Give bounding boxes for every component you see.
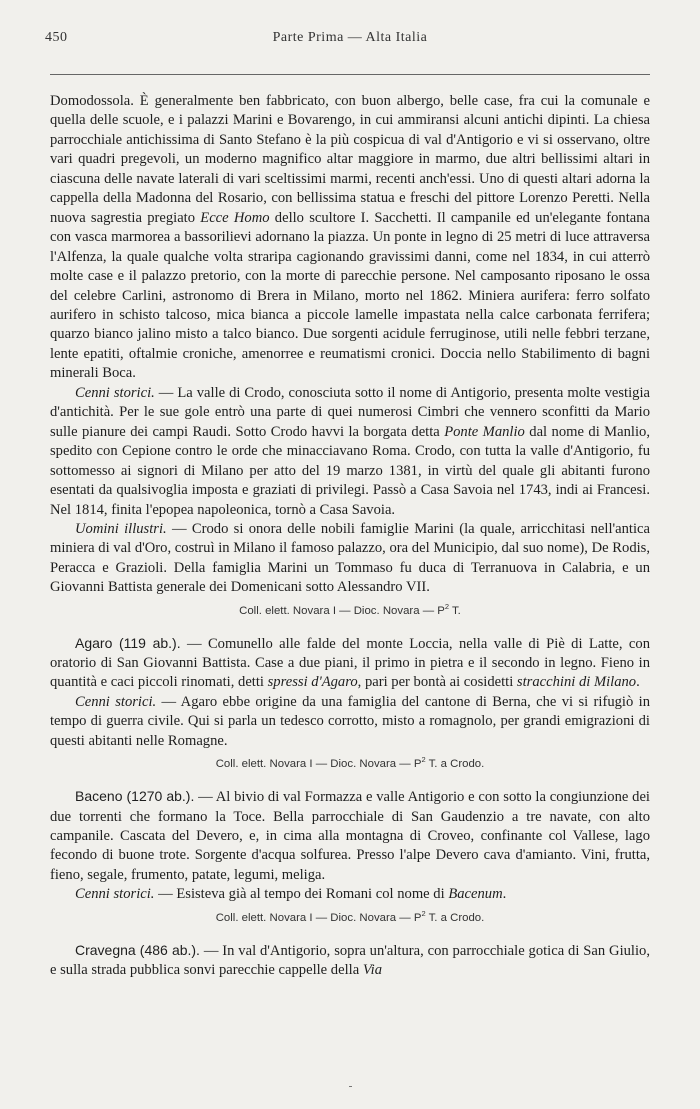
cheese-name: stracchini di Milano xyxy=(516,674,637,691)
entry-heading: Agaro (119 ab.). xyxy=(75,634,181,651)
section-label: Cenni storici. xyxy=(75,693,157,710)
section-label: Cenni storici. xyxy=(75,886,155,903)
road-name: Via xyxy=(362,962,383,979)
crodo-description: Domodossola. È generalmente ben fabbricato, con buon albergo, belle case, fra cui la comunale e quella delle scuole, e i palazzi Marini e Bovarengo, in cui ammiransi alcuni antichi dipinti. La chiesa parrocchiale antichissima di Santo Stefano è la più cospicua di val d'Antigorio e vi si osservano, oltre vari quadri pregevoli, un moderno magnifico altar maggiore in marmo, due altri bellissimi altari in ciascuna delle navate laterali di vari sceltissimi marmi, recenti anch'essi. Uno di questi altari adorna la cappella della Madonna del Rosario, con bellissima statua e freschi del pittore Lorenzo Peretti. Nella nuova sagrestia pregiato Ecce Homo dello scultore I. Sacchetti. Il campanile ed un'elegante fontana con vasca marmorea a bassorilievi adornano la piazza. Un ponte in legno di 25 metri di luce attraversa l'Alfenza, la quale qualche volta straripa cagionando gravissimi danni, come nel 1834, in cui atterrò molte case e il palazzo pretorio, con la morte di parecchie persone. Nel camposanto riposano le ossa del celebre Carlini, astronomo di Brera in Milano, morto nel 1862. Miniera aurifera: ferro solfato aurifero in schisto talcoso, mica bianca a piccole lamelle impastata nella calce carbonata ferrifera; quarzo bianco jalino misto a talco bianco. Due sorgenti acidule ferruginose, utili nelle febbri terzane, lente epatiti, oftalmie croniche, amenorree e reumatismi cronici. Doccia nello Stabilimento di bagni minerali Boca. xyxy=(50,93,650,382)
place-name: Ponte Manlio xyxy=(444,423,525,440)
entry-heading: Cravegna (486 ab.). xyxy=(75,941,200,958)
section-label: Uomini illustri. xyxy=(75,520,167,537)
agaro-entry: Agaro (119 ab.). — Comunello alle falde del monte Loccia, nella valle di Piè di Latte, con oratorio di San Giovanni Battista. Case a due piani, il primo in pietra e il secondo in legno. Fieno in quantità e caci piccoli rinomati, detti spressi d'Agaro, pari per bontà ai cosidetti stracchini di Milano. xyxy=(50,634,650,691)
section-label: Cenni storici. xyxy=(75,384,155,401)
cravegna-entry: Cravegna (486 ab.). — In val d'Antigorio, sopra un'altura, con parrocchiale gotica di San Giulio, e sulla strada pubblica sonvi parecchie cappelle della Via xyxy=(50,941,650,979)
baceno-electoral-note: Coll. elett. Novara I — Dioc. Novara — $P^2$ T. a Crodo. xyxy=(215,908,485,924)
page-mark xyxy=(349,1086,352,1087)
page-header xyxy=(45,30,650,52)
cheese-name: spressi d'Agaro xyxy=(267,674,358,691)
page-number: 450 xyxy=(45,30,68,45)
crodo-history: Cenni storici. — La valle di Crodo, conosciuta sotto il nome di Antigorio, presenta molte vestigia d'antichità. Per le sue gole entrò una parte di quei numerosi Cimbri che vennero sconfitti da Mario sulle pianure dei campi Raudi. Sotto Crodo havvi la borgata detta Ponte Manlio dal nome di Manlio, spedito con Cepione contro le orde che minacciavano Roma. Crodo, con tutta la valle d'Antigorio, fu sottomesso ai signori di Milano per atto del 19 marzo 1381, in virtù del quale gli abitanti furono esentati da qualsivoglia imposta e graziati di privilegi. Passò a Casa Savoia nel 1743, indi ai Francesi. Nel 1814, finita l'epopea napoleonica, tornò a Casa Savoia. xyxy=(50,384,650,518)
header-rule xyxy=(50,74,650,75)
baceno-entry: Baceno (1270 ab.). — Al bivio di val Formazza e valle Antigorio e con sotto la congiunzione dei due torrenti che formano la Toce. Bella parrocchiale di San Gaudenzio a tre navate, con alto campanile. Cascata del Devero, e, in cima alla montagna di Croveo, confinante col Vallese, lago fecondo di buone trote. Sorgente d'acqua solfurea. Presso l'alpe Devero cava d'amianto. Vini, frutta, fieno, segale, frumento, patate, legumi, meliga. xyxy=(50,788,650,883)
running-title: Parte Prima — Alta Italia xyxy=(272,30,428,45)
latin-name: Bacenum xyxy=(448,886,503,903)
artwork-title: Ecce Homo xyxy=(200,209,270,226)
crodo-notables: Uomini illustri. — Crodo si onora delle nobili famiglie Marini (la quale, arricchitasi nell'antica miniera di val d'Oro, costruì in Milano il famoso palazzo, ora del Municipio, dal suo nome), De Rodis, Peracca e Grazioli. Della famiglia Marini un Tommaso fu duca di Terranuova in Calabria, e un Giovanni Battista generale dei Domenicani sotto Alessandro VII. xyxy=(50,520,650,596)
agaro-electoral-note: Coll. elett. Novara I — Dioc. Novara — $P^2$ T. a Crodo. xyxy=(215,755,485,771)
baceno-history: Cenni storici. — Esisteva già al tempo dei Romani col nome di Bacenum. xyxy=(75,886,507,903)
entry-heading: Baceno (1270 ab.). xyxy=(75,788,195,805)
crodo-electoral-note: Coll. elett. Novara I — Dioc. Novara — $P^2$ T. xyxy=(239,601,461,617)
page-body xyxy=(50,92,650,981)
agaro-history: Cenni storici. — Agaro ebbe origine da una famiglia del cantone di Berna, che vi si rifugiò in tempo di guerra civile. Qui si parla un tedesco corrotto, misto a romagnolo, per grandi emigrazioni di questi abitanti nelle Romagne. xyxy=(50,693,650,749)
